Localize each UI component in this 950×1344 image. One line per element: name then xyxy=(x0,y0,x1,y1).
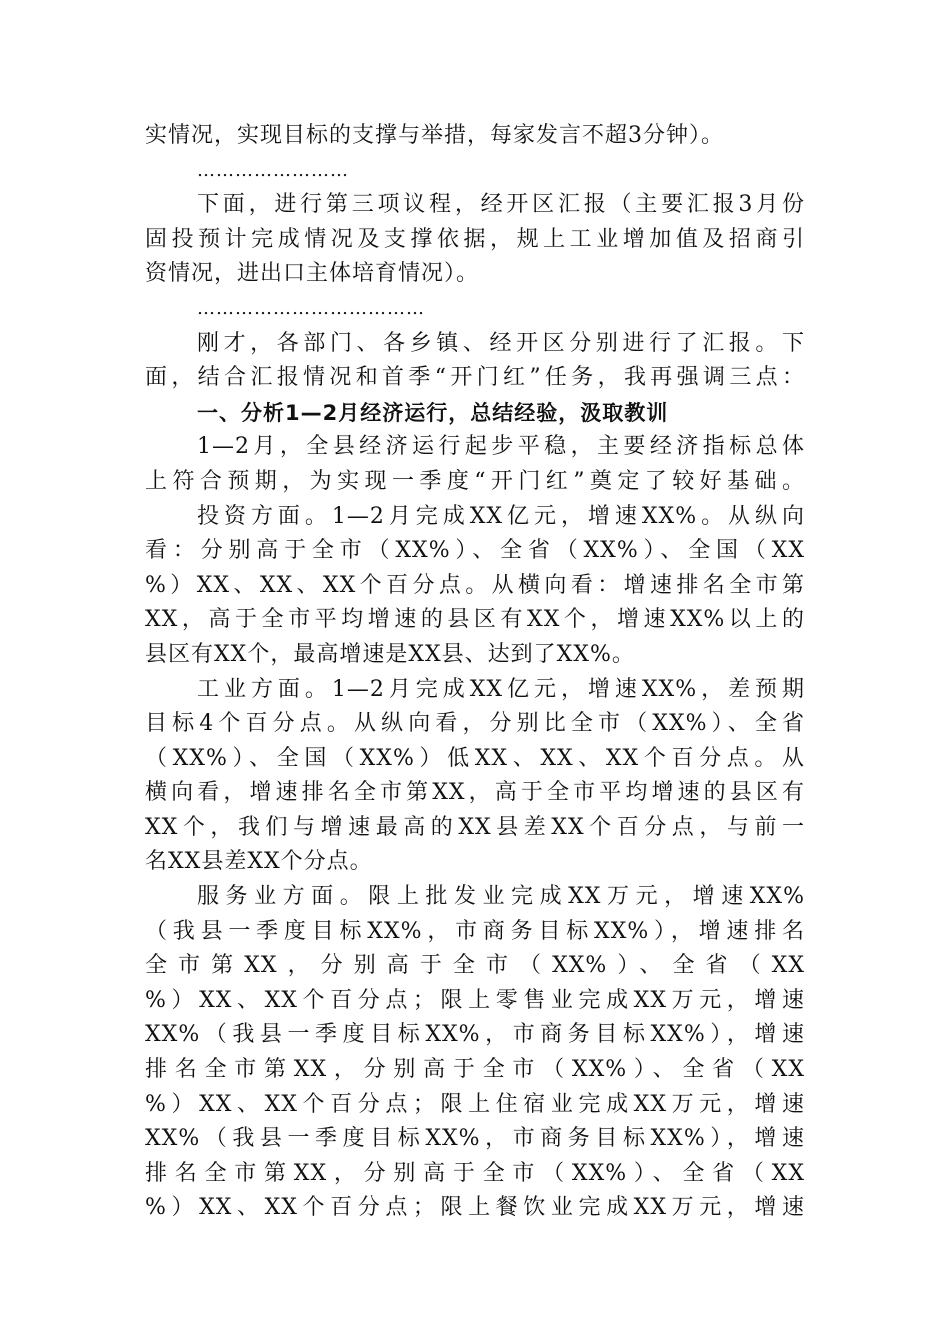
text-line: 排名全市第XX，分别高于全市（XX%）、全省（XX xyxy=(145,1160,805,1186)
text-line: %）XX、XX个百分点；限上住宿业完成XX万元，增速 xyxy=(145,1091,805,1117)
text-line: 实情况，实现目标的支撑与举措，每家发言不超3分钟）。 xyxy=(145,123,724,148)
text-line: XX%（我县一季度目标XX%，市商务目标XX%），增速 xyxy=(145,1022,805,1048)
text-line: 1—2月，全县经济运行起步平稳，主要经济指标总体 xyxy=(197,434,805,460)
text-line: 看：分别高于全市（XX%）、全省（XX%）、全国（XX xyxy=(145,538,805,564)
text-line: 县区有XX个，最高增速是XX县、达到了XX%。 xyxy=(145,641,635,667)
text-line: 投资方面。1—2月完成XX亿元，增速XX%。从纵向 xyxy=(197,503,805,529)
text-line: 工业方面。1—2月完成XX亿元，增速XX%，差预期 xyxy=(197,676,805,702)
text-line: 上符合预期，为实现一季度“开门红”奠定了较好基础。 xyxy=(145,468,805,494)
text-line: （XX%）、全国（XX%）低XX、XX、XX个百分点。从 xyxy=(145,745,805,771)
text-line: XX%（我县一季度目标XX%，市商务目标XX%），增速 xyxy=(145,1126,805,1152)
ellipsis-line: …………………… xyxy=(197,159,349,181)
text-line: 服务业方面。限上批发业完成XX万元，增速XX% xyxy=(197,884,805,910)
text-line: （我县一季度目标XX%，市商务目标XX%），增速排名 xyxy=(145,918,805,944)
text-line: %）XX、XX、XX个百分点。从横向看：增速排名全市第 xyxy=(145,572,805,598)
text-line: 面，结合汇报情况和首季“开门红”任务，我再强调三点： xyxy=(145,365,805,391)
text-line: XX个，我们与增速最高的XX县差XX个百分点，与前一 xyxy=(145,814,805,840)
text-line: %）XX、XX个百分点；限上餐饮业完成XX万元，增速 xyxy=(145,1195,805,1221)
section-heading: 一、分析1—2月经济运行，总结经验，汲取教训 xyxy=(197,400,669,425)
text-line: 全市第XX，分别高于全市（XX%）、全省（XX xyxy=(145,953,805,979)
text-line: %）XX、XX个百分点；限上零售业完成XX万元，增速 xyxy=(145,987,805,1013)
text-line: 名XX县差XX个分点。 xyxy=(145,849,373,875)
text-line: 资情况，进出口主体培育情况）。 xyxy=(145,261,480,287)
text-line: 目标4个百分点。从纵向看，分别比全市（XX%）、全省 xyxy=(145,711,805,737)
ellipsis-line: ……………………………… xyxy=(197,297,425,319)
text-line: 固投预计完成情况及支撑依据，规上工业增加值及招商引 xyxy=(145,226,805,252)
text-line: 横向看，增速排名全市第XX，高于全市平均增速的县区有 xyxy=(145,780,805,806)
text-line: 排名全市第XX，分别高于全市（XX%）、全省（XX xyxy=(145,1057,805,1083)
text-line: 刚才，各部门、各乡镇、经开区分别进行了汇报。下 xyxy=(197,330,805,356)
text-line: XX，高于全市平均增速的县区有XX个，增速XX%以上的 xyxy=(145,607,805,633)
text-line: 下面，进行第三项议程，经开区汇报（主要汇报3月份 xyxy=(197,192,805,218)
document-body xyxy=(145,119,805,1226)
